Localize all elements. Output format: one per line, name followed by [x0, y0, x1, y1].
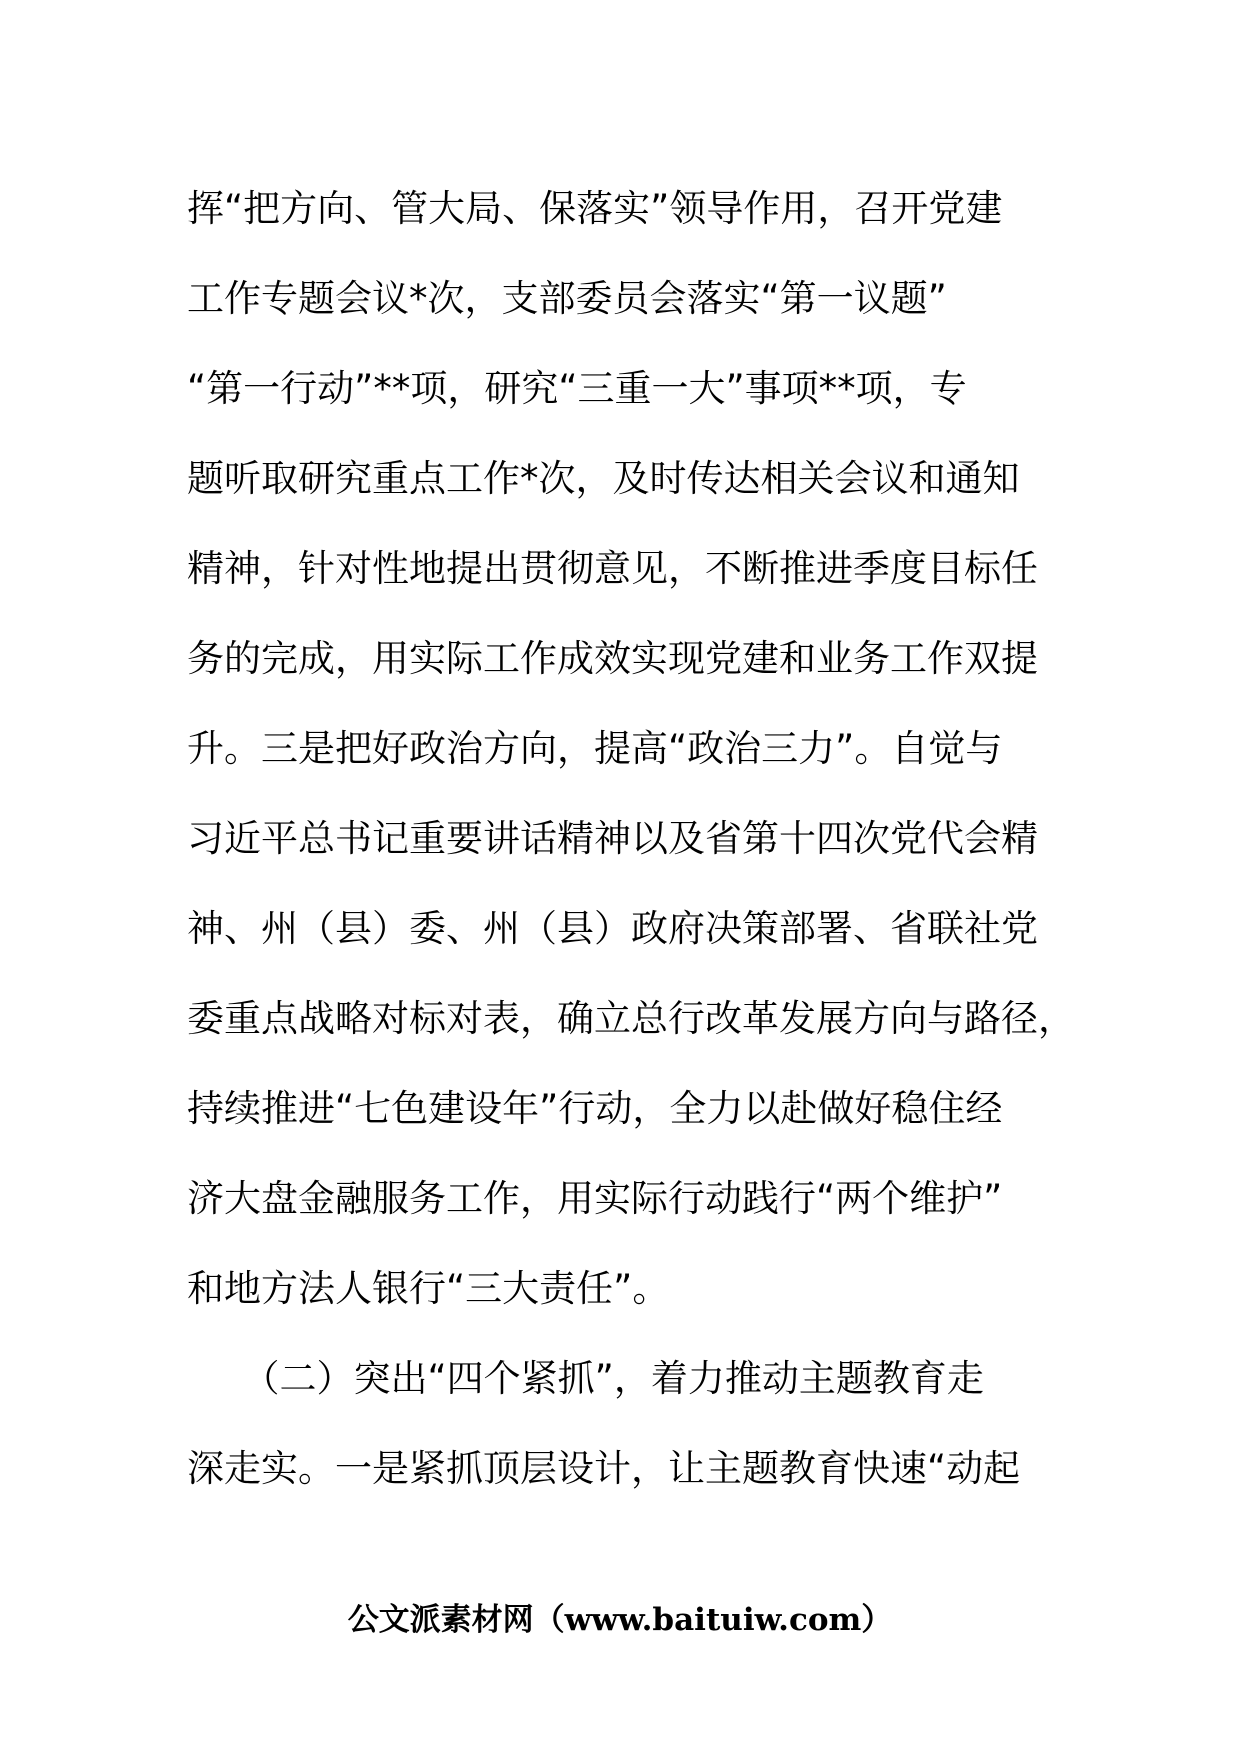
body-line: 委重点战略对标对表，确立总行改革发展方向与路径， [187, 997, 1075, 1040]
body-line: 题听取研究重点工作*次，及时传达相关会议和通知 [187, 457, 1020, 500]
page-footer: 公文派素材网（www.baituiw.com） [347, 1602, 893, 1638]
body-line: 习近平总书记重要讲话精神以及省第十四次党代会精 [187, 817, 1038, 860]
body-line: 精神，针对性地提出贯彻意见，不断推进季度目标任 [187, 547, 1038, 590]
body-line: 神、州（县）委、州（县）政府决策部署、省联社党 [187, 907, 1038, 950]
document-body [187, 181, 1187, 1531]
body-line: 和地方法人银行“三大责任”。 [187, 1267, 670, 1310]
section-heading-line: （二）突出“四个紧抓”，着力推动主题教育走 [187, 1357, 984, 1400]
body-line: “第一行动”**项，研究“三重一大”事项**项，专 [187, 367, 967, 410]
body-line: 务的完成，用实际工作成效实现党建和业务工作双提 [187, 637, 1038, 680]
body-line: 持续推进“七色建设年”行动，全力以赴做好稳住经 [187, 1087, 1003, 1130]
body-line: 工作专题会议*次，支部委员会落实“第一议题” [187, 277, 947, 320]
body-line: 挥“把方向、管大局、保落实”领导作用，召开党建 [187, 187, 1003, 230]
body-line: 深走实。一是紧抓顶层设计，让主题教育快速“动起 [187, 1447, 1021, 1490]
body-line: 升。三是把好政治方向，提高“政治三力”。自觉与 [187, 727, 1003, 770]
body-line: 济大盘金融服务工作，用实际行动践行“两个维护” [187, 1177, 1003, 1220]
